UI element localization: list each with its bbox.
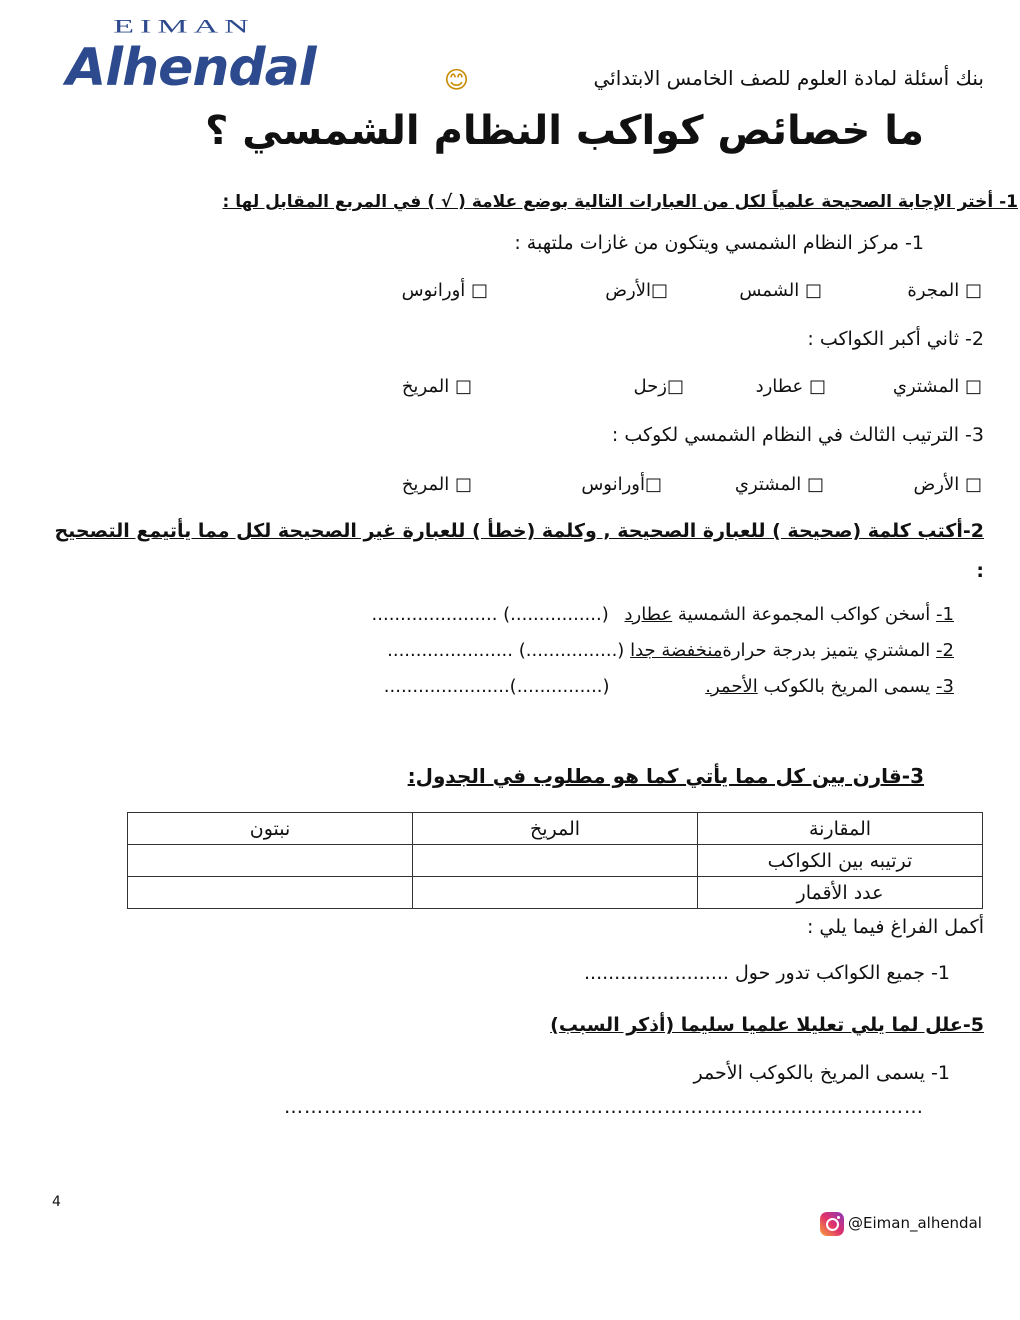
table-row [128,845,983,877]
q2-header: 2-أكتب كلمة (صحيحة ) للعبارة الصحيحة , وكلمة (خطأ ) للعبارة غير الصحيحة لكل مما يأتيمع التصحيح [54,520,984,542]
table-answer-cell[interactable] [128,877,413,909]
q2-item-1-number: 1- [936,604,954,625]
q1-header: 1- أختر الإجابة الصحيحة علمياً لكل من العبارات التالية بوضع علامة ( √ ) في المربع المقابل لها : [222,192,1018,212]
q2-item-3-text: يسمى المريخ بالكوكب [763,676,931,697]
q3-header: 3-قارن بين كل مما يأتي كما هو مطلوب في الجدول: [407,764,924,788]
q4-header: أكمل الفراغ فيما يلي : [806,916,984,938]
table-cell: ترتيبه بين الكواكب [698,845,983,877]
q1-item-3-option-2[interactable]: □ المشتري [734,474,824,495]
q1-item-2-question: 2- ثاني أكبر الكواكب : [807,328,984,350]
q1-item-2-option-4[interactable]: □ المريخ [401,376,472,397]
q1-item-1-option-2[interactable]: □ الشمس [739,280,822,301]
q2-item-2-number: 2- [936,640,954,661]
smiley-icon: 😊 [444,66,470,94]
q1-item-3-option-4[interactable]: □ المريخ [401,474,472,495]
table-answer-cell[interactable] [413,845,698,877]
page-title: ما خصائص كواكب النظام الشمسي ؟ [205,108,924,154]
comparison-table [127,812,983,909]
q1-item-3-question: 3- الترتيب الثالث في النظام الشمسي لكوكب : [611,424,984,446]
q2-item-3-number: 3- [936,676,954,697]
table-header-cell: المقارنة [698,813,983,845]
q1-item-1-option-4[interactable]: □ أورانوس [401,280,488,301]
logo-main-text: Alhendal [66,38,316,98]
q4-item-1[interactable]: 1- جميع الكواكب تدور حول ........................ [583,962,950,984]
q1-item-2-option-2[interactable]: □ عطارد [755,376,826,397]
q2-header-colon: : [976,560,984,582]
q2-item-2-keyword: منخفضة جدا [630,640,723,661]
q5-item-1: 1- يسمى المريخ بالكوكب الأحمر [693,1062,950,1084]
q2-item-2 [387,640,954,661]
q1-item-1-option-1[interactable]: □ المجرة [907,280,982,301]
table-header-cell: نبتون [128,813,413,845]
table-header-cell: المريخ [413,813,698,845]
instagram-icon [820,1212,844,1236]
q1-item-3-option-3[interactable]: □أورانوس [581,474,662,495]
q2-item-3-keyword: الأحمر. [705,676,758,697]
q5-header: 5-علل لما يلي تعليلا علميا سليما (أذكر السبب) [550,1014,984,1036]
q2-item-1 [372,604,954,625]
q1-item-1-option-3[interactable]: □الأرض [605,280,668,301]
q2-item-3-blanks[interactable]: (...............)...................... [383,676,610,697]
table-answer-cell[interactable] [413,877,698,909]
q1-item-2-option-1[interactable]: □ المشتري [892,376,982,397]
q2-item-2-blanks[interactable]: (................) ...................... [387,640,625,661]
q2-item-2-text: المشتري يتميز بدرجة حرارة [722,640,931,661]
logo-top-text: EIMAN [113,16,255,37]
page-number: 4 [52,1194,61,1210]
table-cell: عدد الأقمار [698,877,983,909]
social-handle: @Eiman_alhendal [848,1214,982,1232]
q2-item-1-blanks[interactable]: (................) ...................... [371,604,609,625]
table-row [128,877,983,909]
table-header-row [128,813,983,845]
q2-item-1-text: أسخن كواكب المجموعة الشمسية [677,604,931,625]
q5-answer-line[interactable]: …………………………………………………………………………………… [284,1096,924,1118]
table-answer-cell[interactable] [128,845,413,877]
q1-item-1-question: 1- مركز النظام الشمسي ويتكون من غازات ملتهبة : [514,232,924,254]
subtitle: بنك أسئلة لمادة العلوم للصف الخامس الابتدائي [593,66,984,90]
q2-item-1-keyword: عطارد [624,604,673,625]
q1-item-2-option-3[interactable]: □زحل [633,376,684,397]
q2-item-3 [384,676,954,697]
q1-item-3-option-1[interactable]: □ الأرض [913,474,982,495]
